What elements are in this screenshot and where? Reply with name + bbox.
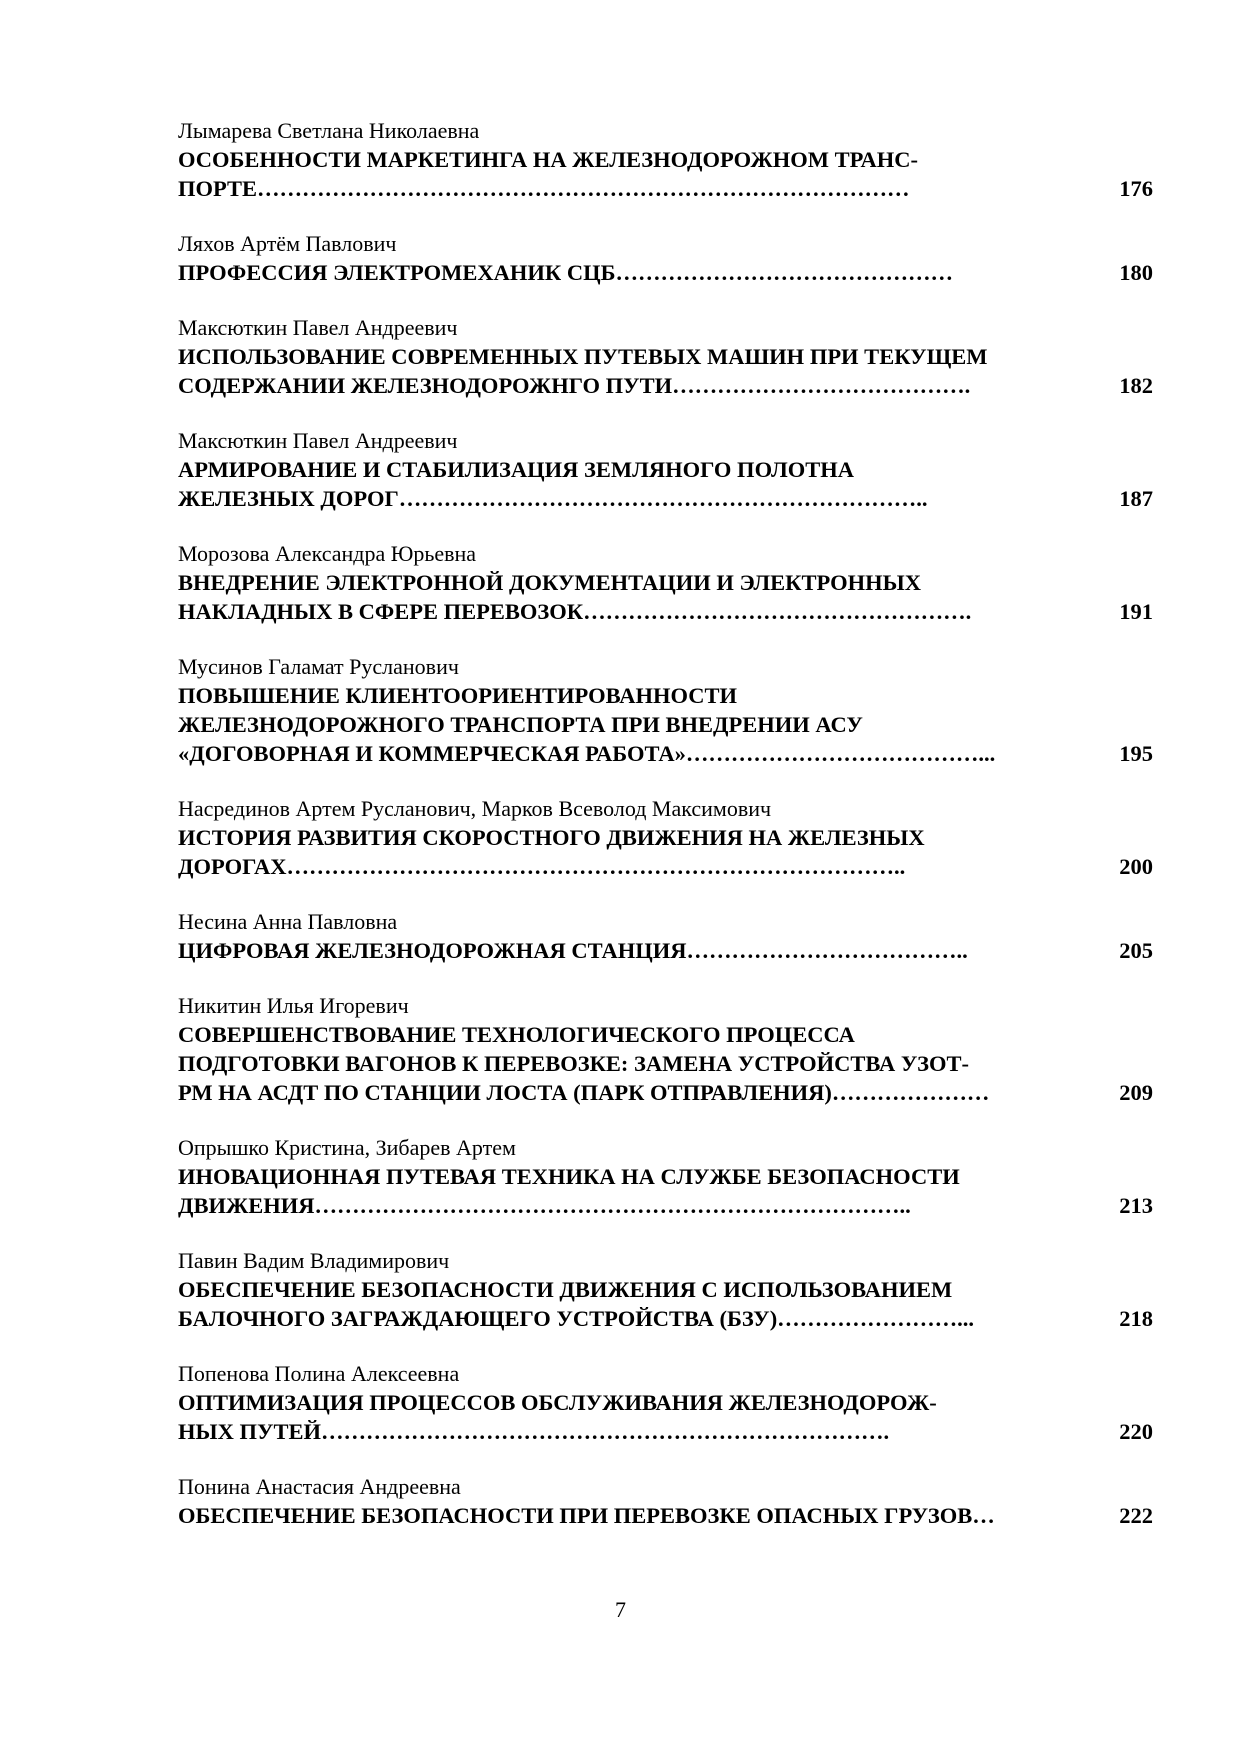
entry-author: Лымарева Светлана Николаевна [178, 118, 480, 143]
toc-entry [178, 652, 1153, 768]
entry-title-line: ЖЕЛЕЗНОДОРОЖНОГО ТРАНСПОРТА ПРИ ВНЕДРЕНИИ АСУ [178, 712, 863, 737]
toc-entry [178, 1359, 1153, 1446]
entry-page-number: 176 [1119, 176, 1153, 201]
entry-page-number: 195 [1119, 741, 1153, 766]
toc-entry [178, 426, 1153, 513]
entry-author: Никитин Илья Игоревич [178, 993, 409, 1018]
toc-entry [178, 116, 1153, 203]
toc-entry [178, 991, 1153, 1107]
entry-author: Опрышко Кристина, Зибарев Артем [178, 1135, 516, 1160]
entry-page-number: 213 [1119, 1193, 1153, 1218]
entry-page-number: 180 [1119, 260, 1153, 285]
entry-author: Максюткин Павел Андреевич [178, 315, 458, 340]
toc-entry [178, 229, 1153, 287]
entry-title-line: ВНЕДРЕНИЕ ЭЛЕКТРОННОЙ ДОКУМЕНТАЦИИ И ЭЛЕКТРОННЫХ [178, 570, 921, 595]
entry-page-number: 200 [1119, 854, 1153, 879]
entry-title [178, 681, 1153, 768]
entry-author: Понина Анастасия Андреевна [178, 1474, 461, 1499]
entry-page-number: 220 [1119, 1419, 1153, 1444]
entry-page-number: 218 [1119, 1306, 1153, 1331]
entry-title-line: СОДЕРЖАНИИ ЖЕЛЕЗНОДОРОЖНГО ПУТИ…………………………………. [178, 373, 971, 398]
entry-author: Мусинов Галамат Русланович [178, 654, 459, 679]
entry-page-number: 182 [1119, 373, 1153, 398]
entry-page-number: 209 [1119, 1080, 1153, 1105]
entry-title-line: НАКЛАДНЫХ В СФЕРЕ ПЕРЕВОЗОК……………………………………………. [178, 599, 972, 624]
entry-author: Попенова Полина Алексеевна [178, 1361, 460, 1386]
entry-title-line: ПОВЫШЕНИЕ КЛИЕНТООРИЕНТИРОВАННОСТИ [178, 683, 738, 708]
entry-author: Морозова Александра Юрьевна [178, 541, 477, 566]
entry-title-line: ОСОБЕННОСТИ МАРКЕТИНГА НА ЖЕЛЕЗНОДОРОЖНОМ ТРАНС- [178, 147, 919, 172]
entry-title-line: ПРОФЕССИЯ ЭЛЕКТРОМЕХАНИК СЦБ……………………………………… [178, 260, 953, 285]
page-number: 7 [615, 1597, 626, 1622]
entry-title [178, 342, 1153, 400]
toc-entry [178, 1133, 1153, 1220]
entry-title-line: ИНОВАЦИОННАЯ ПУТЕВАЯ ТЕХНИКА НА СЛУЖБЕ БЕЗОПАСНОСТИ [178, 1164, 960, 1189]
entry-title-line: РМ НА АСДТ ПО СТАНЦИИ ЛОСТА (ПАРК ОТПРАВЛЕНИЯ)………………… [178, 1080, 990, 1105]
entry-title-line: ОБЕСПЕЧЕНИЕ БЕЗОПАСНОСТИ ПРИ ПЕРЕВОЗКЕ ОПАСНЫХ ГРУЗОВ… [178, 1503, 995, 1528]
entry-title-line: ДОРОГАХ……………………………………………………………………….. [178, 854, 906, 879]
entry-title-line: АРМИРОВАНИЕ И СТАБИЛИЗАЦИЯ ЗЕМЛЯНОГО ПОЛОТНА [178, 457, 854, 482]
entry-title-line: ЖЕЛЕЗНЫХ ДОРОГ…………………………………………………………….. [178, 486, 928, 511]
entry-author: Насрединов Артем Русланович, Марков Всеволод Максимович [178, 796, 772, 821]
entry-title [178, 568, 1153, 626]
entry-title [178, 936, 1153, 965]
entry-title [178, 823, 1153, 881]
entry-author: Павин Вадим Владимирович [178, 1248, 450, 1273]
entry-title-line: ПОРТЕ…………………………………………………………………………… [178, 176, 910, 201]
toc-entry [178, 313, 1153, 400]
entry-title-line: ИСПОЛЬЗОВАНИЕ СОВРЕМЕННЫХ ПУТЕВЫХ МАШИН ПРИ ТЕКУЩЕМ [178, 344, 988, 369]
entry-title [178, 1501, 1153, 1530]
entry-title-line: ОПТИМИЗАЦИЯ ПРОЦЕССОВ ОБСЛУЖИВАНИЯ ЖЕЛЕЗНОДОРОЖ- [178, 1390, 937, 1415]
entry-author: Максюткин Павел Андреевич [178, 428, 458, 453]
toc-entry [178, 1472, 1153, 1530]
entry-title-line: СОВЕРШЕНСТВОВАНИЕ ТЕХНОЛОГИЧЕСКОГО ПРОЦЕССА [178, 1022, 855, 1047]
entry-page-number: 187 [1119, 486, 1153, 511]
entry-title-line: ЦИФРОВАЯ ЖЕЛЕЗНОДОРОЖНАЯ СТАНЦИЯ……………………………….. [178, 938, 968, 963]
entry-title [178, 1275, 1153, 1333]
entry-author: Ляхов Артём Павлович [178, 231, 397, 256]
entry-page-number: 222 [1119, 1503, 1153, 1528]
entry-page-number: 205 [1119, 938, 1153, 963]
entry-title [178, 145, 1153, 203]
entry-title-line: «ДОГОВОРНАЯ И КОММЕРЧЕСКАЯ РАБОТА»…………………………………... [178, 741, 996, 766]
toc-entry [178, 539, 1153, 626]
entry-title [178, 1020, 1153, 1107]
table-of-contents [178, 116, 1153, 1556]
entry-title [178, 258, 1153, 287]
entry-title-line: ПОДГОТОВКИ ВАГОНОВ К ПЕРЕВОЗКЕ: ЗАМЕНА УСТРОЙСТВА УЗОТ- [178, 1051, 969, 1076]
entry-title-line: БАЛОЧНОГО ЗАГРАЖДАЮЩЕГО УСТРОЙСТВА (БЗУ)……………………... [178, 1306, 975, 1331]
toc-entry [178, 1246, 1153, 1333]
entry-title-line: ДВИЖЕНИЯ…………………………………………………………………….. [178, 1193, 911, 1218]
entry-page-number: 191 [1119, 599, 1153, 624]
entry-title-line: ОБЕСПЕЧЕНИЕ БЕЗОПАСНОСТИ ДВИЖЕНИЯ С ИСПОЛЬЗОВАНИЕМ [178, 1277, 953, 1302]
entry-title [178, 455, 1153, 513]
entry-author: Несина Анна Павловна [178, 909, 398, 934]
entry-title-line: НЫХ ПУТЕЙ…………………………………………………………………. [178, 1419, 890, 1444]
entry-title [178, 1388, 1153, 1446]
toc-entry [178, 907, 1153, 965]
toc-entry [178, 794, 1153, 881]
entry-title-line: ИСТОРИЯ РАЗВИТИЯ СКОРОСТНОГО ДВИЖЕНИЯ НА ЖЕЛЕЗНЫХ [178, 825, 925, 850]
entry-title [178, 1162, 1153, 1220]
